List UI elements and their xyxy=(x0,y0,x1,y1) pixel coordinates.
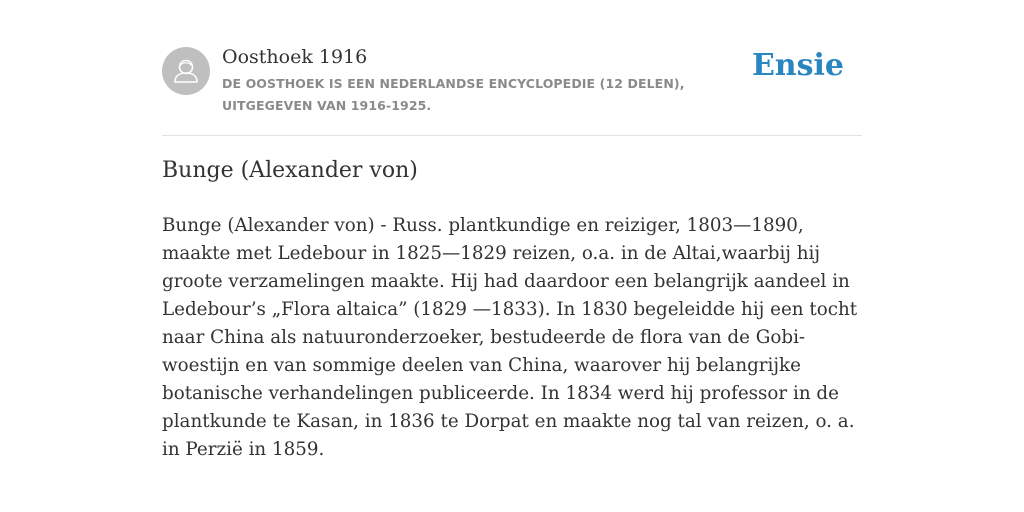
header-divider xyxy=(162,135,862,136)
source-description: DE OOSTHOEK IS EEN NEDERLANDSE ENCYCLOPEDIE (12 DELEN), UITGEGEVEN VAN 1916-1925. xyxy=(222,76,685,113)
entry-title: Bunge (Alexander von) xyxy=(162,158,418,183)
user-avatar-icon[interactable] xyxy=(162,47,210,95)
entry-body: Bunge (Alexander von) - Russ. plantkundige en reiziger, 1803—1890, maakte met Ledebour in 1825—1829 reizen, o.a. in de Altai,waarbij hij groote verzamelingen maakte. Hij had daardoor een belangrijk aandeel in Ledebour’s „Flora altaica” (1829 —1833). In 1830 begeleidde hij een tocht naar China als natuuronderzoeker, bestudeerde de flora van de Gobi-woestijn en van sommige deelen van China, waarover hij belangrijke botanische verhandelingen publiceerde. In 1834 werd hij professor in de plantkunde te Kasan, in 1836 te Dorpat en maakte nog tal van reizen, o. a. in Perzië in 1859. xyxy=(162,215,858,460)
source-title[interactable]: Oosthoek 1916 xyxy=(222,46,368,68)
source-header xyxy=(162,44,862,136)
brand-logo[interactable]: Ensie xyxy=(751,48,844,83)
user-silhouette-icon xyxy=(162,47,210,95)
